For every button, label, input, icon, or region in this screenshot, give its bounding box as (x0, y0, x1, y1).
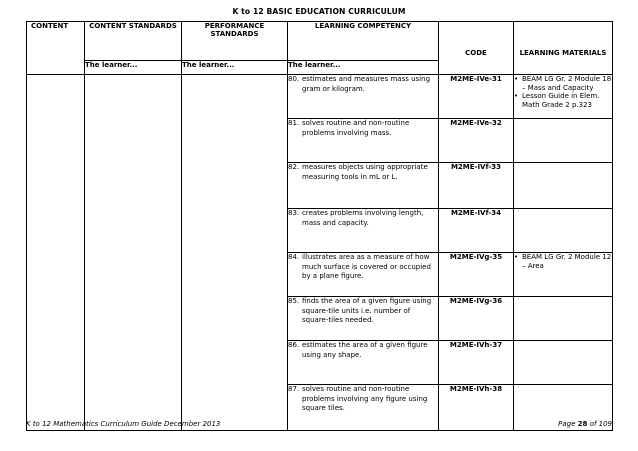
bullet-icon: • (514, 75, 519, 83)
competency-text: estimates the area of a given figure using any shape. (302, 341, 428, 359)
competency-cell (288, 297, 439, 341)
header-row (27, 22, 613, 61)
table-row (27, 75, 613, 119)
learning-materials-cell (514, 75, 613, 119)
learning-materials-cell (514, 163, 613, 209)
competency-text: estimates and measures mass using gram or kilogram. (302, 75, 431, 93)
header-code: CODE (439, 22, 514, 75)
competency-number: 83. (288, 209, 300, 217)
material-text: BEAM LG Gr. 2 Module 18 – Mass and Capacity (522, 75, 612, 92)
material-text: Lesson Guide in Elem. Math Grade 2 p.323 (522, 92, 600, 109)
header-content: CONTENT (27, 22, 85, 75)
header-content-standards: CONTENT STANDARDS (85, 22, 182, 61)
code-cell: M2ME-IVe-31 (439, 75, 514, 119)
competency-number: 82. (288, 163, 300, 171)
learning-materials-cell (514, 119, 613, 163)
competency-number: 84. (288, 253, 300, 261)
header-learning-competency: LEARNING COMPETENCY (288, 22, 439, 61)
competency-text: measures objects using appropriate measuring tools in mL or L. (302, 163, 428, 181)
footer-page-current: 28 (577, 420, 588, 428)
competency-number: 87. (288, 385, 300, 393)
document-title: K to 12 BASIC EDUCATION CURRICULUM (232, 7, 406, 16)
competency-number: 85. (288, 297, 300, 305)
learning-materials-cell (514, 341, 613, 385)
code-cell: M2ME-IVg-35 (439, 253, 514, 297)
content-cell (27, 75, 85, 431)
footer-page-prefix: Page (558, 420, 576, 428)
header-performance-standards: PERFORMANCE STANDARDS (182, 22, 288, 61)
material-item (514, 92, 612, 109)
competency-text: creates problems involving length, mass and capacity. (302, 209, 424, 227)
competency-text: solves routine and non-routine problems involving any figure using square tiles. (302, 385, 428, 412)
subheader-learning-competency: The learner... (288, 61, 439, 75)
competency-cell (288, 341, 439, 385)
competency-cell (288, 119, 439, 163)
competency-cell (288, 209, 439, 253)
learning-materials-cell (514, 253, 613, 297)
content-standards-cell (85, 75, 182, 431)
competency-text: solves routine and non-routine problems involving mass. (302, 119, 410, 137)
competency-text: finds the area of a given figure using square-tile units i.e. number of square-tiles needed. (302, 297, 432, 324)
competency-cell (288, 385, 439, 431)
footer-guide-title: K to 12 Mathematics Curriculum Guide December 2013 (26, 420, 221, 428)
competency-number: 81. (288, 119, 300, 127)
footer-page-suffix: of 109 (589, 420, 612, 428)
learning-materials-cell (514, 297, 613, 341)
code-cell: M2ME-IVh-38 (439, 385, 514, 431)
bullet-icon: • (514, 92, 519, 101)
curriculum-table (26, 21, 613, 431)
header-learning-materials: LEARNING MATERIALS (514, 22, 613, 75)
competency-text: illustrates area as a measure of how much surface is covered or occupied by a plane figure. (302, 253, 431, 280)
footer-page-number (558, 420, 612, 428)
competency-cell (288, 253, 439, 297)
learning-materials-cell (514, 209, 613, 253)
competency-cell (288, 163, 439, 209)
material-item (514, 75, 612, 92)
code-cell: M2ME-IVh-37 (439, 341, 514, 385)
competency-cell (288, 75, 439, 119)
subheader-performance-standards: The learner... (182, 61, 288, 75)
competency-number: 86. (288, 341, 300, 349)
material-text: BEAM LG Gr. 2 Module 12 – Area (522, 253, 612, 270)
code-cell: M2ME-IVf-33 (439, 163, 514, 209)
material-item (514, 253, 612, 270)
code-cell: M2ME-IVg-36 (439, 297, 514, 341)
code-cell: M2ME-IVf-34 (439, 209, 514, 253)
performance-standards-cell (182, 75, 288, 431)
code-cell: M2ME-IVe-32 (439, 119, 514, 163)
bullet-icon: • (514, 253, 519, 261)
competency-number: 80. (288, 75, 300, 83)
subheader-content-standards: The learner... (85, 61, 182, 75)
